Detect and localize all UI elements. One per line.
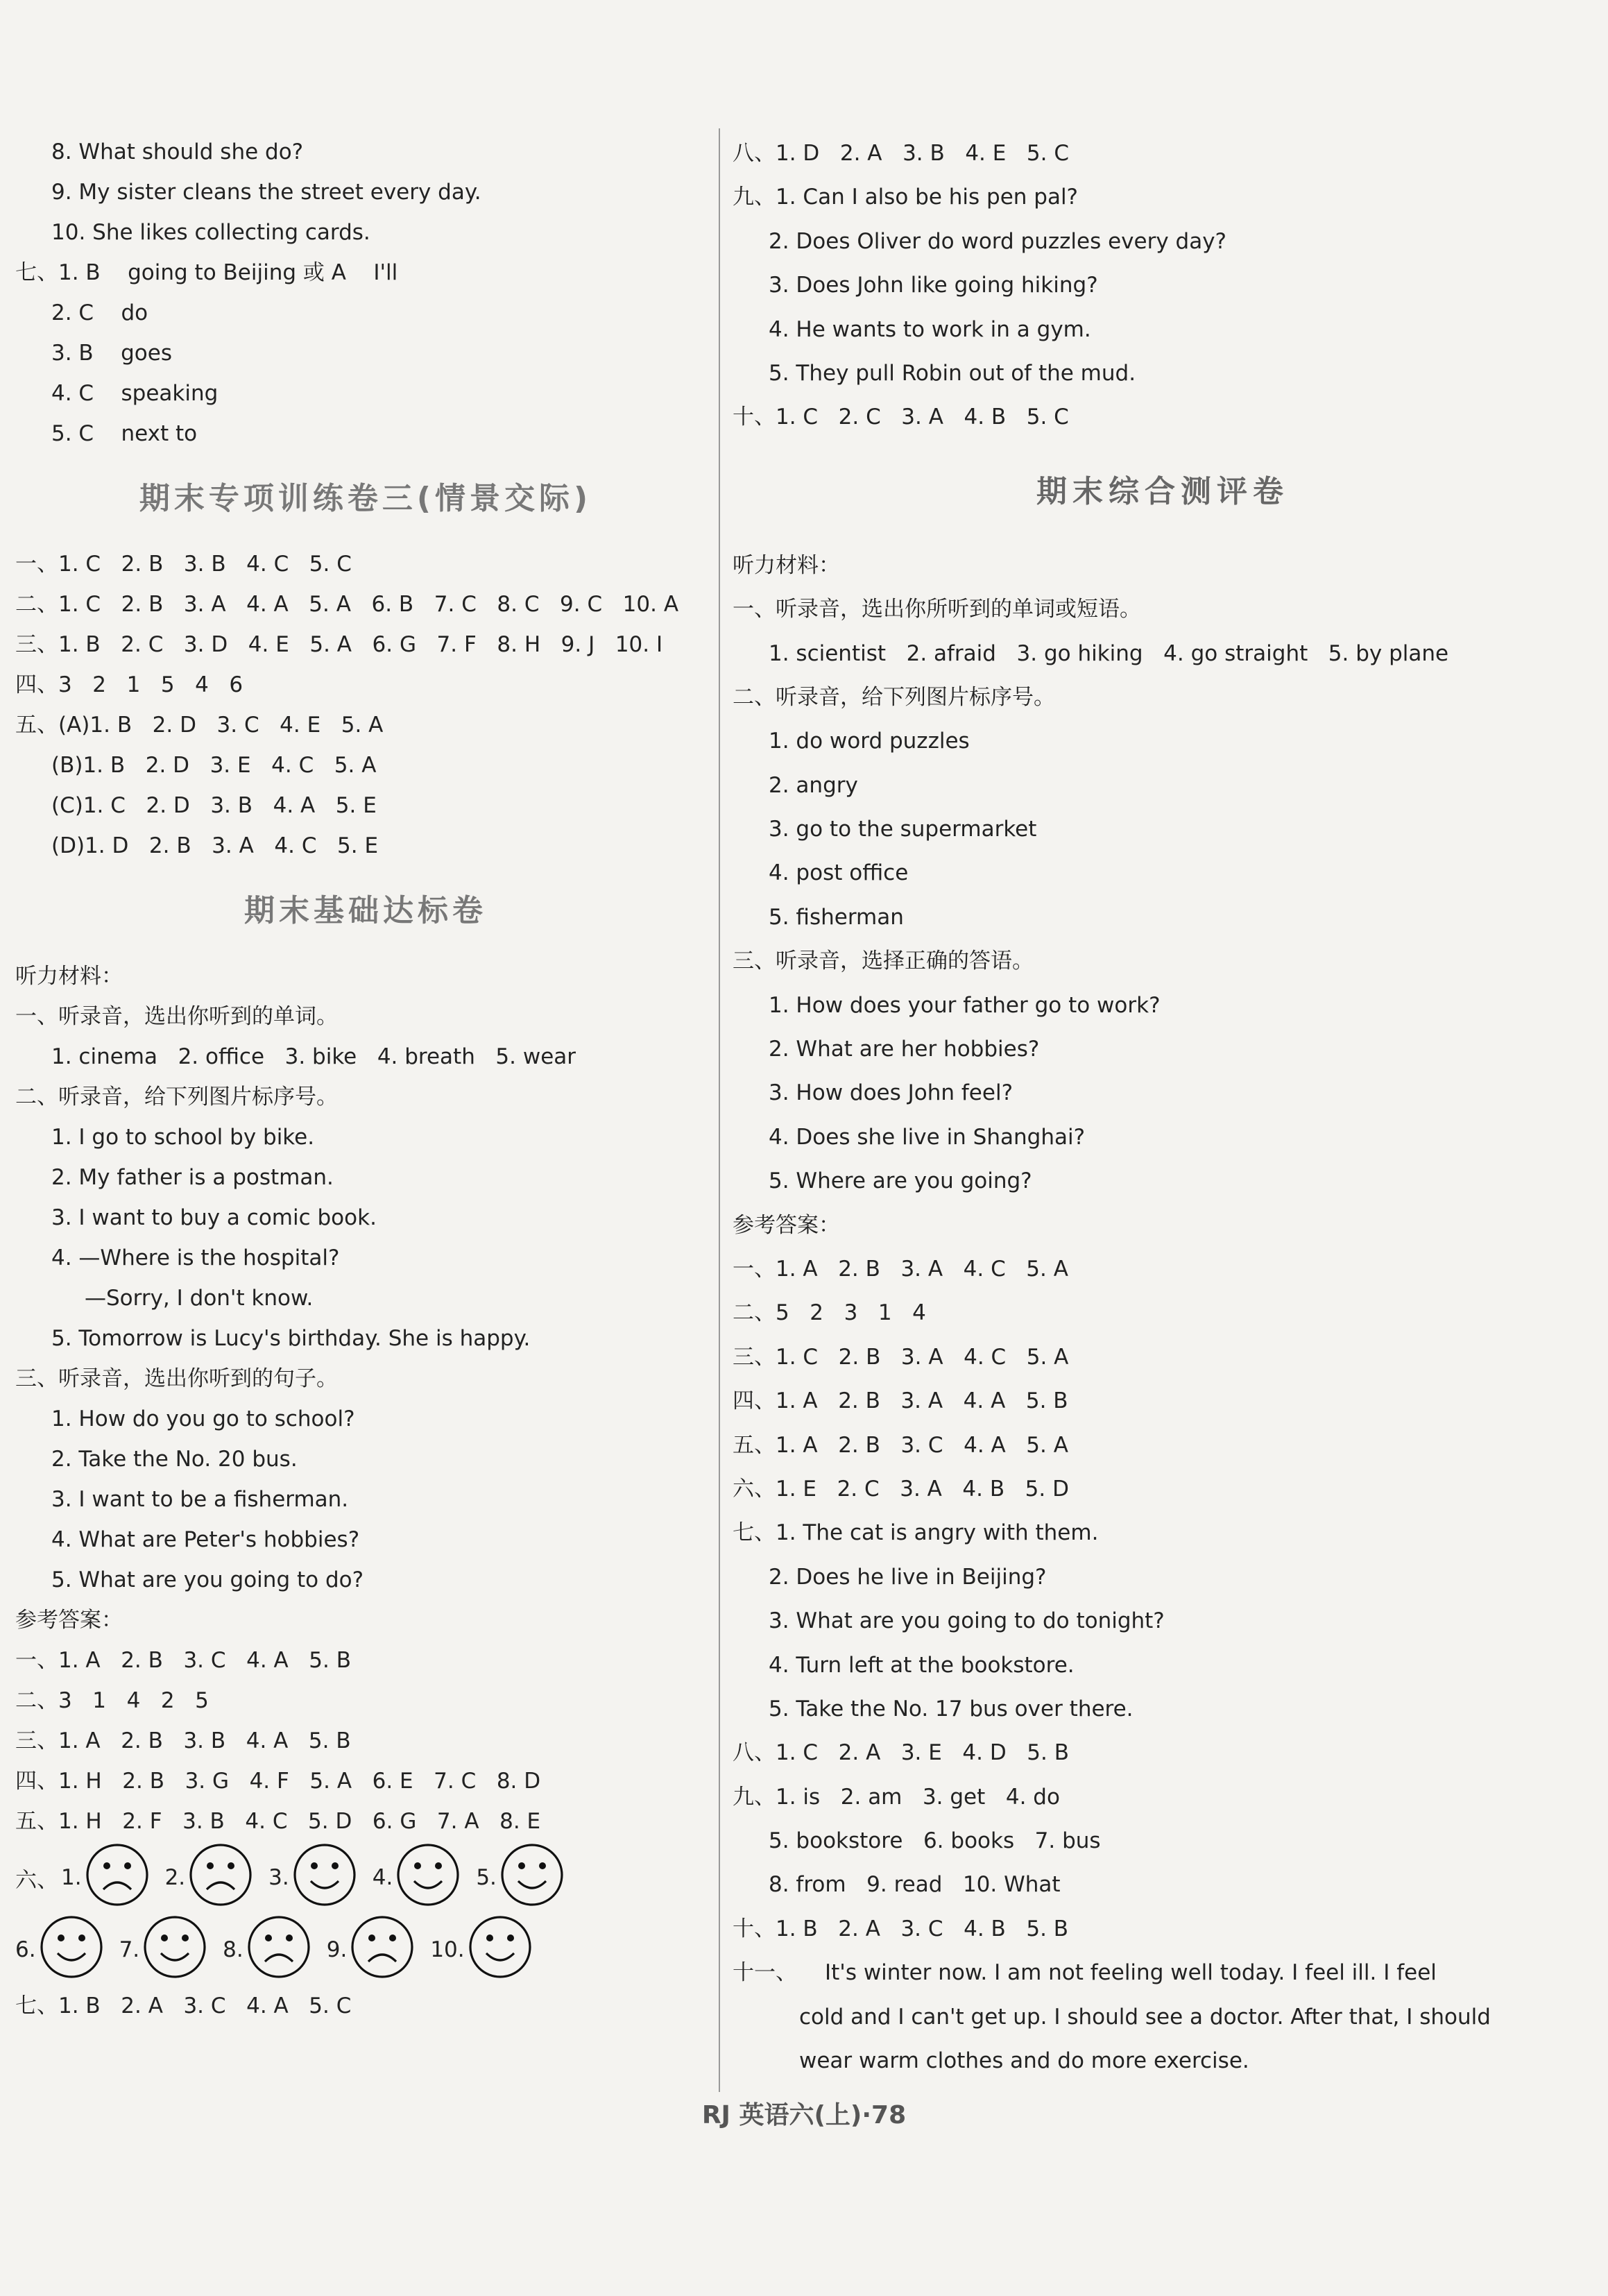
section-title-comprehensive: 期末综合测评卷 (1036, 473, 1289, 509)
answer-line: 2. angry (769, 772, 858, 798)
happy-face-icon (499, 1842, 565, 1913)
section-number: 六、 (15, 1867, 58, 1893)
answer-line: 七、1. B going to Beijing 或 A I'll (15, 260, 398, 285)
answer-line: 一、1. C 2. B 3. B 4. C 5. C (15, 552, 352, 577)
answer-line: 三、1. B 2. C 3. D 4. E 5. A 6. G 7. F 8. H 9. J 10. I (15, 632, 663, 657)
answer-line: 五、1. H 2. F 3. B 4. C 5. D 6. G 7. A 8. E (15, 1809, 541, 1834)
answer-line: 2. C do (51, 300, 148, 325)
face-number: 9. (326, 1937, 348, 1962)
answer-line: 8. from 9. read 10. What (769, 1872, 1061, 1898)
answer-line: 4. C speaking (51, 381, 219, 406)
right-column (733, 132, 1593, 2083)
answer-line: 八、1. C 2. A 3. E 4. D 5. B (733, 1740, 1069, 1766)
happy-face-icon (142, 1914, 207, 1985)
answer-line: 1. do word puzzles (769, 729, 970, 754)
answer-line: (B)1. B 2. D 3. E 4. C 5. A (51, 753, 377, 778)
answer-line: 9. My sister cleans the street every day. (51, 180, 481, 205)
answer-line: 二、5 2 3 1 4 (733, 1300, 926, 1326)
answer-line: 四、3 2 1 5 4 6 (15, 672, 243, 697)
essay-text: It's winter now. I am not feeling well today. I feel ill. I feel (825, 1960, 1437, 1986)
essay-line (733, 1951, 1593, 1995)
answer-line: 8. What should she do? (51, 139, 304, 164)
answer-line: 5. fisherman (769, 904, 904, 930)
face-number: 8. (223, 1937, 243, 1962)
face-answer (373, 1842, 461, 1913)
answer-line: 4. post office (769, 860, 909, 886)
face-answer (165, 1842, 254, 1913)
face-number: 2. (164, 1865, 186, 1890)
left-mid-answers (15, 544, 716, 866)
answer-line: 3. I want to buy a comic book. (51, 1205, 377, 1230)
face-answer (119, 1914, 208, 1985)
section-title-situational: 期末专项训练卷三(情景交际) (139, 481, 592, 516)
answer-line: 3. go to the supermarket (769, 817, 1037, 842)
answer-line: 三、听录音，选出你听到的句子。 (15, 1366, 338, 1391)
answer-line: 八、1. D 2. A 3. B 4. E 5. C (733, 141, 1069, 166)
face-answer (61, 1842, 150, 1913)
essay-line: wear warm clothes and do more exercise. (799, 2048, 1249, 2074)
left-bottom-answers (15, 956, 716, 1842)
answer-line: (D)1. D 2. B 3. A 4. C 5. E (51, 833, 379, 858)
column-divider (719, 128, 720, 2092)
answer-line: 4. —Where is the hospital? (51, 1245, 340, 1270)
answer-line: 十、1. C 2. C 3. A 4. B 5. C (733, 405, 1069, 430)
answer-line: 3. I want to be a fisherman. (51, 1487, 349, 1512)
answer-line: 一、听录音，选出你听到的单词。 (15, 1004, 338, 1029)
answer-line: 三、1. C 2. B 3. A 4. C 5. A (733, 1344, 1069, 1370)
faces-row-1 (15, 1842, 716, 1914)
face-answer (15, 1914, 104, 1985)
answer-line: 5. Tomorrow is Lucy's birthday. She is happy. (51, 1326, 531, 1351)
answer-line: 三、听录音，选择正确的答语。 (733, 949, 1034, 974)
answer-line: 2. Take the No. 20 bus. (51, 1447, 298, 1472)
essay-label: 十一、 (733, 1960, 797, 1986)
answer-line: 1. How does your father go to work? (769, 992, 1161, 1018)
happy-face-icon (39, 1914, 104, 1985)
page-footer: RJ 英语六(上)·78 (701, 2101, 907, 2129)
essay-line: cold and I can't get up. I should see a doctor. After that, I should (799, 2004, 1491, 2030)
answer-line: 10. She likes collecting cards. (51, 220, 370, 245)
face-number: 4. (372, 1865, 393, 1890)
answer-line: 五、1. A 2. B 3. C 4. A 5. A (733, 1432, 1068, 1458)
sad-face-icon (188, 1842, 253, 1913)
happy-face-icon (292, 1842, 357, 1913)
answer-line: 二、1. C 2. B 3. A 4. A 5. A 6. B 7. C 8. C 9. C 10. A (15, 592, 679, 617)
answer-line: 1. scientist 2. afraid 3. go hiking 4. go straight 5. by plane (769, 640, 1449, 666)
answer-line: 听力材料： (15, 964, 123, 989)
answer-line: 二、听录音，给下列图片标序号。 (733, 684, 1055, 710)
answer-line: 5. bookstore 6. books 7. bus (769, 1828, 1101, 1854)
happy-face-icon (395, 1842, 461, 1913)
sad-face-icon (246, 1914, 311, 1985)
answer-line: 4. Turn left at the bookstore. (769, 1652, 1075, 1678)
answer-line: 5. Take the No. 17 bus over there. (769, 1696, 1134, 1721)
answer-line: 3. How does John feel? (769, 1080, 1013, 1106)
answer-line: 六、1. E 2. C 3. A 4. B 5. D (733, 1476, 1069, 1502)
answer-line: 3. B goes (51, 341, 172, 366)
answer-line: 二、3 1 4 2 5 (15, 1688, 209, 1713)
answer-line: 九、1. Can I also be his pen pal? (733, 185, 1079, 210)
answer-line: —Sorry, I don't know. (85, 1286, 314, 1311)
answer-line: 5. Where are you going? (769, 1168, 1032, 1194)
face-answer (476, 1842, 565, 1913)
answer-line: 十、1. B 2. A 3. C 4. B 5. B (733, 1916, 1069, 1941)
answer-line: 3. Does John like going hiking? (769, 273, 1098, 298)
answer-line: 5. What are you going to do? (51, 1567, 364, 1592)
answer-line: 三、1. A 2. B 3. B 4. A 5. B (15, 1728, 351, 1753)
left-column (15, 132, 716, 2026)
answer-line: 2. Does Oliver do word puzzles every day? (769, 228, 1227, 254)
answer-line: 4. Does she live in Shanghai? (769, 1124, 1086, 1150)
answer-line: 参考答案： (15, 1608, 123, 1633)
answer-line: 5. They pull Robin out of the mud. (769, 360, 1136, 386)
face-answer (223, 1914, 311, 1985)
face-answer (430, 1914, 532, 1985)
face-number: 5. (476, 1865, 497, 1890)
answer-line: 五、(A)1. B 2. D 3. C 4. E 5. A (15, 713, 384, 738)
right-bottom-answers (733, 544, 1593, 1952)
essay-block (733, 1951, 1593, 2083)
face-number: 6. (15, 1937, 36, 1962)
face-number: 1. (61, 1865, 82, 1890)
answer-line: 四、1. A 2. B 3. A 4. A 5. B (733, 1388, 1068, 1414)
answer-line: 参考答案： (733, 1212, 840, 1238)
answer-line: 1. cinema 2. office 3. bike 4. breath 5. wear (51, 1044, 576, 1069)
left-top-answers (15, 132, 716, 454)
answer-line: 3. What are you going to do tonight? (769, 1608, 1165, 1634)
face-number: 10. (430, 1937, 465, 1962)
faces-row-2 (15, 1914, 716, 1986)
answer-line: 2. What are her hobbies? (769, 1037, 1040, 1062)
answer-line: 4. What are Peter's hobbies? (51, 1527, 360, 1552)
answer-line: 一、1. A 2. B 3. C 4. A 5. B (15, 1648, 351, 1673)
answer-line: 二、听录音，给下列图片标序号。 (15, 1085, 338, 1109)
answer-line: 4. He wants to work in a gym. (769, 316, 1091, 342)
answer-line: 一、听录音，选出你所听到的单词或短语。 (733, 597, 1141, 622)
sad-face-icon (350, 1914, 415, 1985)
answer-line: 1. How do you go to school? (51, 1406, 355, 1431)
happy-face-icon (468, 1914, 533, 1985)
answer-line: 四、1. H 2. B 3. G 4. F 5. A 6. E 7. C 8. D (15, 1769, 541, 1794)
answer-line: (C)1. C 2. D 3. B 4. A 5. E (51, 793, 377, 818)
answer-line: 听力材料： (733, 552, 840, 578)
face-number: 3. (268, 1865, 289, 1890)
answer-line: 5. C next to (51, 421, 198, 446)
right-top-answers (733, 132, 1593, 440)
answer-line: 九、1. is 2. am 3. get 4. do (733, 1784, 1060, 1810)
answer-line: 一、1. A 2. B 3. A 4. C 5. A (733, 1256, 1068, 1282)
answer-line: 2. My father is a postman. (51, 1165, 334, 1190)
answer-line: 1. I go to school by bike. (51, 1125, 315, 1150)
answer-line: 七、1. B 2. A 3. C 4. A 5. C (15, 1993, 352, 2018)
face-answer (268, 1842, 357, 1913)
answer-line: 七、1. The cat is angry with them. (733, 1520, 1099, 1546)
face-answer (327, 1914, 416, 1985)
answer-line: 2. Does he live in Beijing? (769, 1564, 1047, 1590)
section-title-basic: 期末基础达标卷 (244, 893, 487, 928)
sad-face-icon (85, 1842, 150, 1913)
face-number: 7. (119, 1937, 140, 1962)
